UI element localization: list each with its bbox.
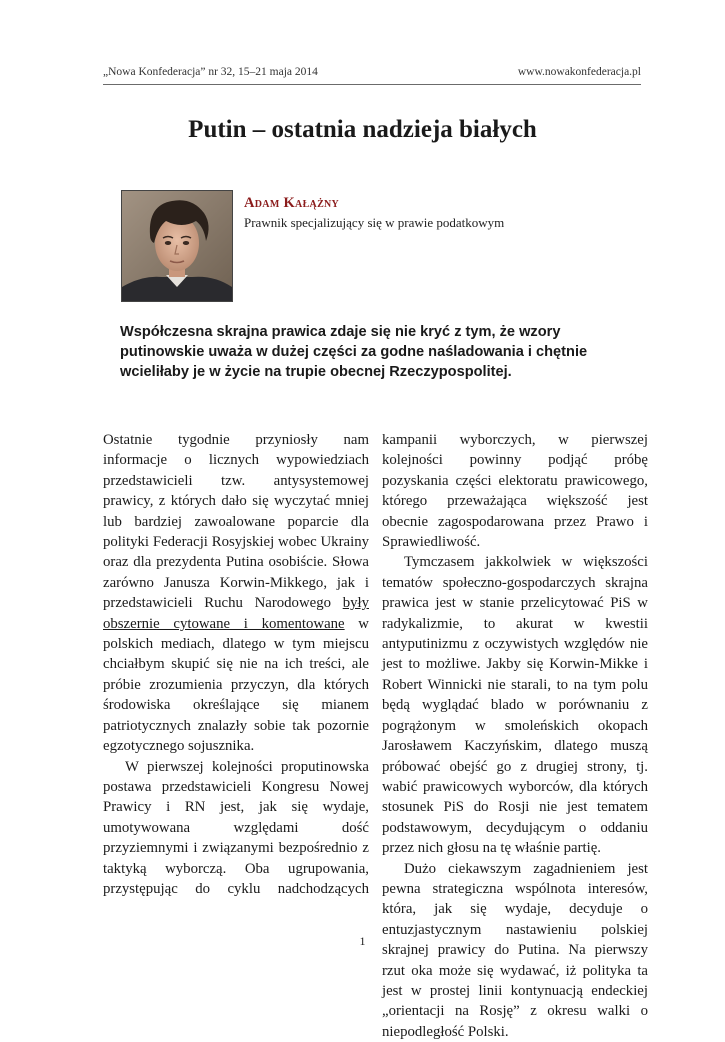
page-number: 1	[359, 934, 366, 948]
cited-coverage-link[interactable]: były obszernie cytowane i komentowane	[103, 595, 369, 632]
issue-info: „Nowa Konfederacja” nr 32, 15–21 maja 2014	[103, 66, 318, 78]
body-paragraph-4: Dużo ciekawszym zagadnieniem jest pewna strategiczna wspólnota interesów, która, jak się wydaje, decyduje o entuzjastycznym nastawieniu polskiej skrajnej prawicy do Putina. Na pierwszy rzut oka może się wydawać, iż polityka ta jest w prostej linii kontynuacją endeckiej „orientacji na Rosję” z okresu walki o niepodległość Polski.	[382, 860, 648, 1040]
paragraph-text: Ostatnie tygodnie przyniosły nam informacje o licznych wypowiedziach przedstawicieli tzw. antysystemowej prawicy, z których dało się wyczytać mniej lub bardziej zawoalowane poparcie dla polityki Federacji Rosyjskiej wobec Ukrainy oraz dla prezydenta Putina osobiście. Słowa zarówno Janusza Korwin-Mikkego, jak i przedstawicieli Ruchu Narodowego	[103, 432, 369, 612]
author-photo	[121, 190, 233, 302]
body-paragraph-3: Tymczasem jakkolwiek w większości tematów społeczno-gospodarczych skrajna prawica jest w stanie przelicytować PiS w radykalizmie, to akurat w kwestii antyputinizmu z oczywistych względów nie jest to możliwe. Jakby się Korwin-Mikke i Robert Winnicki nie starali, to na tym polu będą wyglądać blado w porównaniu z pogrążonym w smoleńskich okopach Jarosławem Kaczyńskim, dlatego muszą próbować obejść go z drugiej strony, tj. wabić prawicowych wyborców, dla których stosunek PiS do Rosji nie jest tematem podstawowym, decydującym o oddaniu przez nich głosu na tę właśnie partię.	[382, 554, 648, 857]
author-name: Adam Kałążny	[244, 195, 340, 211]
website-url: www.nowakonfederacja.pl	[517, 66, 641, 78]
article-title: Putin – ostatnia nadzieja białych	[188, 116, 537, 143]
body-paragraph-2: W pierwszej kolejności proputinowska postawa przedstawicieli Kongresu Nowej Prawicy i RN jest, jak się wydaje, umotywowana względami dość przyziemnymi i związanymi bezpośrednio z taktyką wyborczą. Oba ugrupowania, przystępując do cyklu nadchodzących	[103, 758, 369, 897]
author-portrait-image	[122, 191, 232, 301]
paragraph-text: w polskich mediach, dlatego w tym miejscu chciałbym skupić się nie na ich treści, ale próbie zrozumienia przyczyn, dla których środowiska określające się mianem patriotycznych znalazły sobie tak pozornie egzotycznego sojusznika.	[103, 615, 369, 755]
body-paragraph-1	[103, 430, 369, 757]
header-divider	[103, 84, 641, 85]
text-column-right	[382, 430, 648, 1042]
author-description: Prawnik specjalizujący się w prawie podatkowym	[244, 215, 505, 230]
text-column-left	[103, 430, 369, 899]
body-paragraph-2-continued: kampanii wyborczych, w pierwszej kolejności powinny podjąć próbę pozyskania części elektoratu prawicowego, którego przeważająca większość jest obecnie zagospodarowana przez Prawo i Sprawiedliwość.	[382, 432, 648, 551]
article-lead: Współczesna skrajna prawica zdaje się nie kryć z tym, że wzory putinowskie uważa w dużej części za godne naśladowania i chętnie wcieliłaby je w życie na trupie obecnej Rzeczypospolitej.	[120, 324, 588, 380]
